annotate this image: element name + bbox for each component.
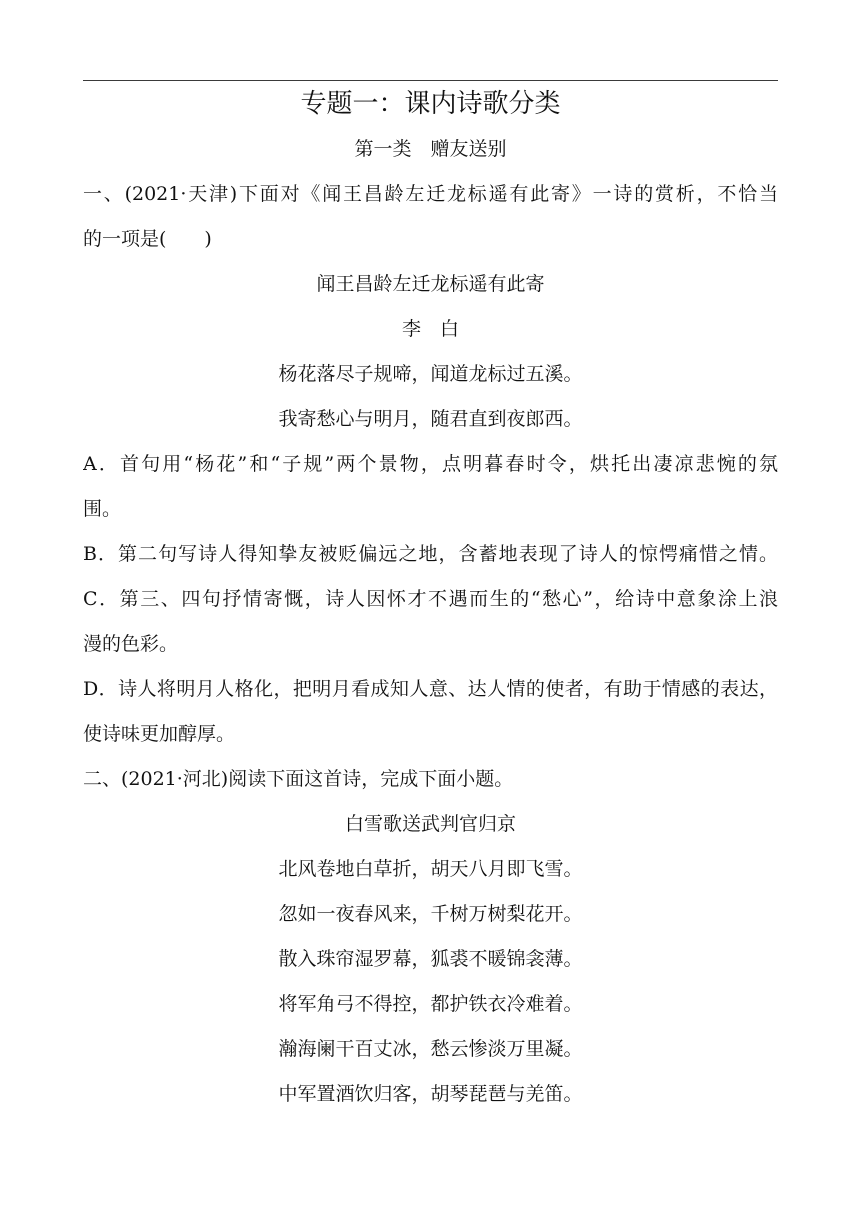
poem-line: 将军角弓不得控，都护铁衣冷难着。 xyxy=(278,993,583,1015)
poem-line: 忽如一夜春风来，千树万树梨花开。 xyxy=(278,903,583,925)
option-line: B．第二句写诗人得知挚友被贬偏远之地，含蓄地表现了诗人的惊愕痛惜之情。 xyxy=(83,543,778,565)
option-line: 漫的色彩。 xyxy=(83,633,179,655)
poem-line: 散入珠帘湿罗幕，狐裘不暖锦衾薄。 xyxy=(278,948,583,970)
question-1-stem-line: 的一项是( ) xyxy=(83,228,212,250)
poem-line: 中军置酒饮归客，胡琴琵琶与羌笛。 xyxy=(278,1083,583,1105)
document-page xyxy=(83,80,778,1117)
question-2 xyxy=(83,757,778,1117)
option-line: D．诗人将明月人格化，把明月看成知人意、达人情的使者，有助于情感的表达， xyxy=(83,678,778,700)
page-title: 专题一：课内诗歌分类 xyxy=(300,89,561,119)
question-2-stem: 二、(2021·河北)阅读下面这首诗，完成下面小题。 xyxy=(83,768,514,790)
option-line: 围。 xyxy=(83,498,122,520)
poem-title: 白雪歌送武判官归京 xyxy=(344,813,516,835)
poem-line: 北风卷地白草折，胡天八月即飞雪。 xyxy=(278,858,583,880)
poem-line: 瀚海阑干百丈冰，愁云惨淡万里凝。 xyxy=(278,1038,583,1060)
option-a xyxy=(83,442,778,532)
option-d xyxy=(83,667,778,757)
option-b xyxy=(83,532,778,577)
poem-line: 杨花落尽子规啼，闻道龙标过五溪。 xyxy=(278,363,583,385)
question-1 xyxy=(83,172,778,757)
section-subtitle: 第一类 赠友送别 xyxy=(354,138,507,160)
option-line: C．第三、四句抒情寄慨，诗人因怀才不遇而生的“愁心”，给诗中意象涂上浪 xyxy=(83,588,778,610)
option-line: A．首句用“杨花”和“子规”两个景物，点明暮春时令，烘托出凄凉悲惋的氛 xyxy=(83,453,778,475)
poem-title: 闻王昌龄左迁龙标遥有此寄 xyxy=(316,273,545,295)
poem-line: 我寄愁心与明月，随君直到夜郎西。 xyxy=(278,408,583,430)
question-1-stem-line: 一、(2021·天津)下面对《闻王昌龄左迁龙标遥有此寄》一诗的赏析，不恰当 xyxy=(83,183,778,205)
poem-author: 李 白 xyxy=(401,318,459,340)
option-line: 使诗味更加醇厚。 xyxy=(83,723,236,745)
option-c xyxy=(83,577,778,667)
